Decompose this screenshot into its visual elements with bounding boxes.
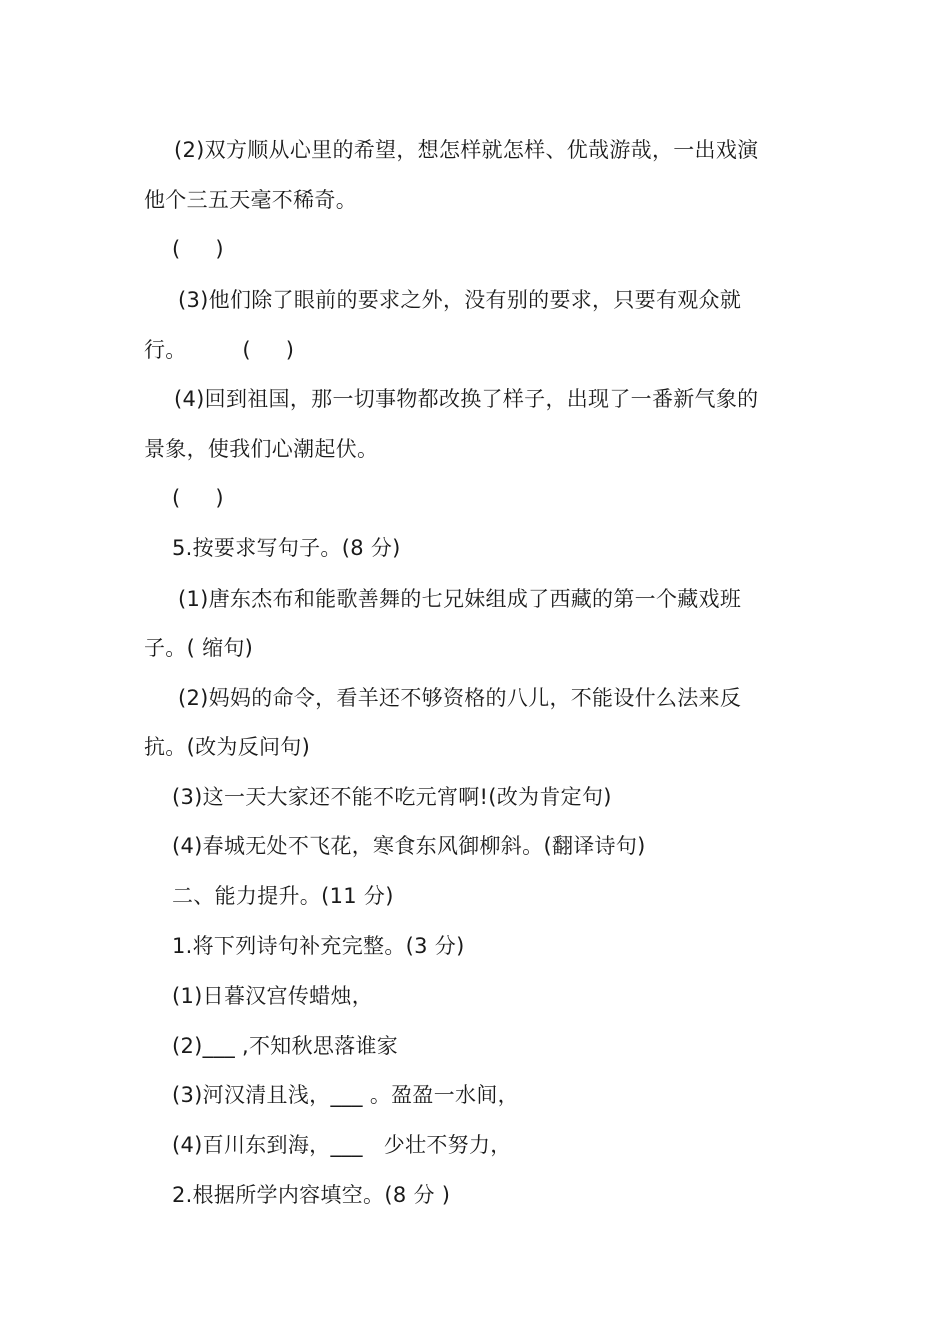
- text-line: 抗。(改为反问句): [144, 735, 311, 759]
- question-heading: 1.将下列诗句补充完整。(3 分): [172, 934, 465, 958]
- text-line: (4)百川东到海，___ 少壮不努力，: [172, 1133, 512, 1157]
- section-heading: 二、能力提升。(11 分): [172, 884, 394, 908]
- text-line: (4)春城无处不飞花，寒食东风御柳斜。(翻译诗句): [172, 834, 646, 858]
- text-line: 景象，使我们心潮起伏。: [144, 437, 379, 461]
- text-line: (2)___ ,不知秋思落谁家: [172, 1034, 399, 1058]
- text-line: (2)双方顺从心里的希望，想怎样就怎样、优哉游哉，一出戏演: [174, 138, 759, 162]
- text-line: (4)回到祖国，那一切事物都改换了样子，出现了一番新气象的: [174, 387, 759, 411]
- text-line: (3)他们除了眼前的要求之外，没有别的要求，只要有观众就: [178, 288, 742, 312]
- question-heading: 2.根据所学内容填空。(8 分 ): [172, 1183, 451, 1207]
- text-line: (2)妈妈的命令，看羊还不够资格的八儿，不能设什么法来反: [178, 686, 742, 710]
- text-line: (1)日暮汉宫传蜡烛，: [172, 984, 374, 1008]
- answer-blank: ( ): [172, 237, 224, 261]
- text-line: (3)这一天大家还不能不吃元宵啊!(改为肯定句): [172, 785, 612, 809]
- question-heading: 5.按要求写句子。(8 分): [172, 536, 401, 560]
- text-line: 子。( 缩句): [144, 636, 254, 660]
- answer-blank: ( ): [172, 486, 224, 510]
- text-line: 行。 ( ): [144, 338, 295, 362]
- text-line: (3)河汉清且浅，___ 。盈盈一水间，: [172, 1083, 519, 1107]
- text-line: (1)唐东杰布和能歌善舞的七兄妹组成了西藏的第一个藏戏班: [178, 587, 742, 611]
- text-line: 他个三五天毫不稀奇。: [144, 188, 357, 212]
